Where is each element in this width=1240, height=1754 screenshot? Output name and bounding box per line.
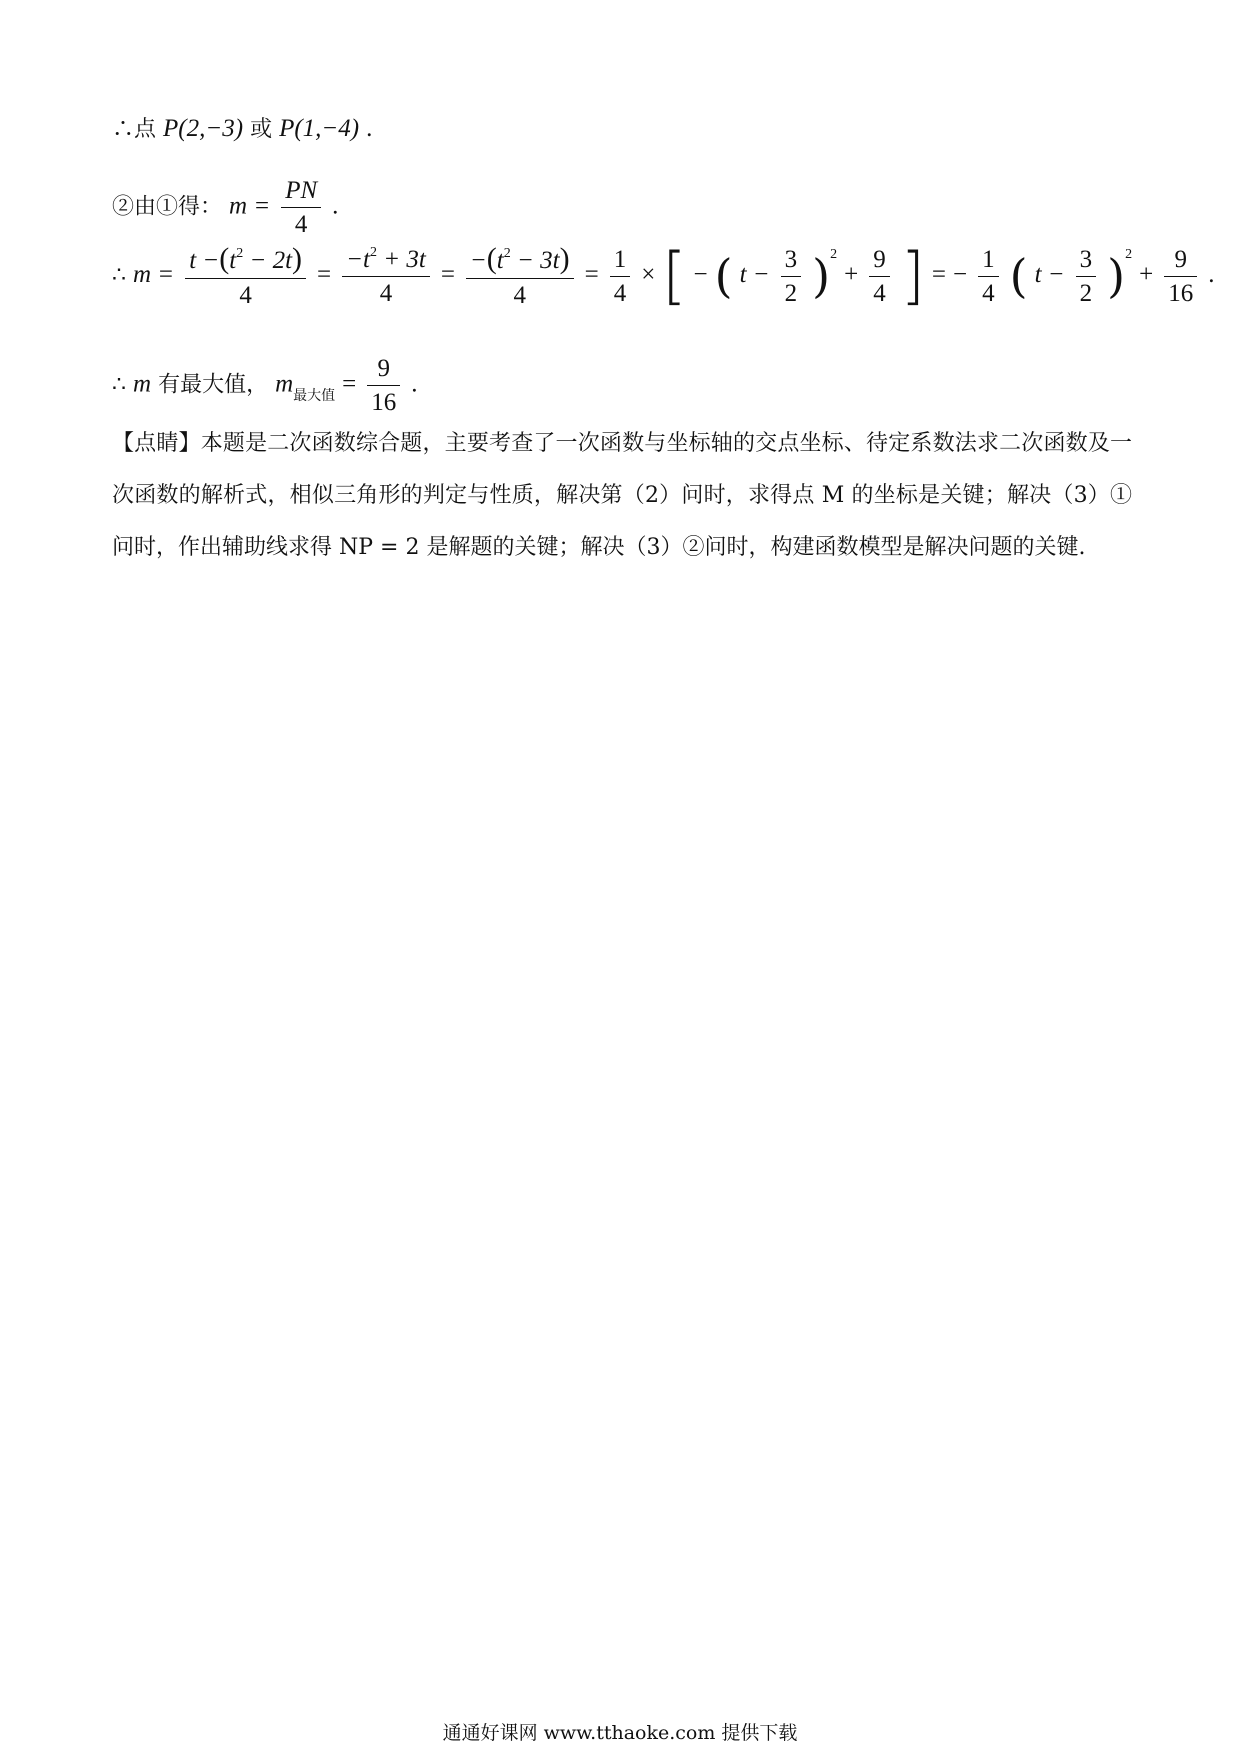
point-p1: P(2,−3) <box>163 115 244 142</box>
paren-open: ( <box>219 242 230 275</box>
fraction-numerator: 9 <box>367 356 400 386</box>
fraction-3-numerator <box>466 244 574 279</box>
m-lhs: m = <box>133 261 175 288</box>
plus-sign: + <box>844 261 859 288</box>
fraction-numerator: PN <box>281 178 321 208</box>
paren-open: ( <box>1009 249 1028 303</box>
plus-sign: + <box>1139 261 1154 288</box>
fraction-denominator: 2 <box>1079 279 1093 307</box>
equals: = <box>440 261 455 288</box>
solution-line-points <box>112 116 372 141</box>
equals: = <box>584 261 599 288</box>
exponent: 2 <box>503 246 511 261</box>
commentary-paragraph: 【点睛】本题是二次函数综合题，主要考查了一次函数与坐标轴的交点坐标、待定系数法求二次函数及一次函数的解析式，相似三角形的判定与性质，解决第（2）问时，求得点 M 的坐标是关键；解决（3）①问时，作出辅助线求得 NP = 2 是解题的关键；解决（3）②问时，构建函数模型是解决问题的关键. <box>112 431 1132 560</box>
fraction-3-denominator: 4 <box>513 282 526 309</box>
therefore-text: ∴点 <box>112 117 157 142</box>
fraction-nine-sixteenths <box>1164 247 1197 306</box>
term: t <box>496 247 504 274</box>
fraction-denominator: 16 <box>1168 279 1194 307</box>
exponent: 2 <box>830 247 838 262</box>
exponent: 2 <box>369 244 377 260</box>
term: − <box>469 247 487 274</box>
exponent: 2 <box>236 246 244 261</box>
fraction-denominator: 16 <box>371 389 397 416</box>
fraction-denominator: 4 <box>982 279 995 307</box>
fraction-three-halves <box>781 247 802 306</box>
solution-line-m-definition <box>112 178 338 237</box>
times-sign: × <box>641 261 656 288</box>
fraction-three-halves-2 <box>1076 247 1097 306</box>
fraction-denominator: 4 <box>613 279 627 307</box>
fraction-one-quarter-2 <box>978 247 999 306</box>
fraction-2-denominator: 4 <box>379 279 393 307</box>
equals: = <box>931 261 947 288</box>
fraction-1-numerator <box>185 244 306 279</box>
period: . <box>366 115 373 142</box>
fraction-1 <box>185 244 306 308</box>
period: . <box>1208 261 1215 288</box>
fraction-max-value <box>367 356 400 415</box>
minus-sign: − <box>693 261 708 288</box>
minus-sign: − <box>953 261 968 288</box>
t-minus: t − <box>739 261 770 288</box>
fraction-nine-quarters <box>869 247 890 306</box>
fraction-numerator: 3 <box>781 247 802 277</box>
or-text: 或 <box>250 117 273 142</box>
point-p2: P(1,−4) <box>279 115 360 142</box>
equals: = <box>317 261 332 288</box>
fraction-numerator: 9 <box>1164 247 1197 277</box>
exponent: 2 <box>1125 247 1133 262</box>
fraction-denominator: 2 <box>784 279 798 307</box>
paren-close: ) <box>559 242 570 275</box>
paren-close: ) <box>292 242 303 275</box>
paren-close: ) <box>1107 249 1126 303</box>
term: − 2t <box>249 247 293 274</box>
therefore-symbol: ∴ <box>112 263 126 288</box>
fraction-2-numerator <box>342 244 430 277</box>
term: −t <box>346 245 370 273</box>
period: . <box>411 370 418 398</box>
page-footer: 通通好课网 www.tthaoke.com 提供下载 <box>442 1722 798 1744</box>
term: − 3t <box>517 247 560 274</box>
paren-close: ) <box>812 249 831 303</box>
fraction-denominator: 4 <box>294 211 308 238</box>
term: t − <box>189 247 220 274</box>
step-prefix: ②由①得： <box>112 194 223 220</box>
t-minus: t − <box>1034 261 1065 288</box>
fraction-3 <box>466 244 574 308</box>
solution-line-m-expansion <box>112 239 1215 312</box>
bracket-close: ] <box>900 239 925 312</box>
term: t <box>229 247 237 274</box>
fraction-2 <box>342 244 430 307</box>
fraction-numerator: 3 <box>1076 247 1097 277</box>
fraction-numerator: 9 <box>869 247 890 277</box>
m-lhs: m = <box>229 192 271 220</box>
fraction-numerator: 1 <box>978 247 999 277</box>
bracket-open: [ <box>662 239 687 312</box>
fraction-denominator: 4 <box>873 279 886 307</box>
therefore-symbol: ∴ <box>112 372 126 398</box>
term: + 3t <box>383 245 426 273</box>
period: . <box>332 192 339 220</box>
fraction-pn-over-4 <box>281 178 321 237</box>
fraction-1-denominator: 4 <box>239 282 252 309</box>
m-max: m <box>275 370 294 398</box>
fraction-numerator: 1 <box>610 247 631 277</box>
paren-open: ( <box>486 242 497 275</box>
solution-line-maximum <box>112 356 418 415</box>
max-value-text: 有最大值， <box>158 372 269 398</box>
max-subscript: 最大值 <box>293 387 336 404</box>
paren-open: ( <box>714 249 733 303</box>
equals: = <box>342 370 357 398</box>
m-variable: m <box>133 370 152 398</box>
fraction-one-quarter <box>610 247 631 306</box>
